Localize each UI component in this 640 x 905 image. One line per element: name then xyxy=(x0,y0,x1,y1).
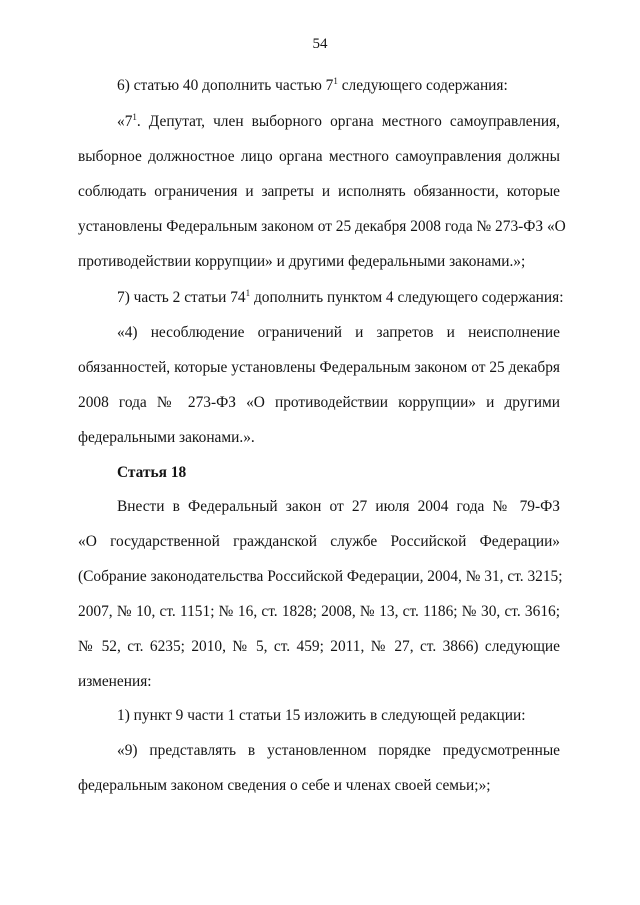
article-18-line: изменения: xyxy=(78,673,152,690)
item-7-tail: дополнить пунктом 4 следующего содержания: xyxy=(250,289,564,306)
quote-7-1-line: установлены Федеральным законом от 25 декабря 2008 года № 273-ФЗ «О xyxy=(78,218,566,235)
quote-4-line: «4) несоблюдение ограничений и запретов и неисполнение xyxy=(117,324,560,341)
article-18-line: № 52, ст. 6235; 2010, № 5, ст. 459; 2011, № 27, ст. 3866) следующие xyxy=(78,638,560,655)
quote-7-1-line xyxy=(117,112,560,132)
quote-7-1-open: «7 xyxy=(117,113,133,130)
paragraph-item-7 xyxy=(117,288,564,308)
quote-7-1-rest: . Депутат, член выборного органа местного самоуправления, xyxy=(136,113,560,130)
item-7-superscript: 1 xyxy=(245,288,251,298)
quote-9-line: «9) представлять в установленном порядке предусмотренные xyxy=(117,742,560,759)
quote-4-line: федеральными законами.». xyxy=(78,429,255,446)
quote-4-line: 2008 года № 273-ФЗ «О противодействии коррупции» и другими xyxy=(78,394,560,411)
quote-7-1-line: соблюдать ограничения и запреты и исполнять обязанности, которые xyxy=(78,183,560,200)
paragraph-item-6 xyxy=(117,76,560,96)
item-6-superscript: 1 xyxy=(333,76,338,86)
quote-9-line: федеральным законом сведения о себе и членах своей семьи;»; xyxy=(78,777,491,794)
article-heading: Статья 18 xyxy=(117,464,187,481)
article-18-line: (Собрание законодательства Российской Федерации, 2004, № 31, ст. 3215; xyxy=(78,568,563,585)
item-6-text: 6) статью 40 дополнить частью 7 xyxy=(117,77,334,94)
item-7-text: 7) часть 2 статьи 74 xyxy=(117,289,246,306)
article-18-line: 2007, № 10, ст. 1151; № 16, ст. 1828; 2008, № 13, ст. 1186; № 30, ст. 3616; xyxy=(78,603,560,620)
quote-7-1-superscript: 1 xyxy=(132,112,137,122)
article-18-line: Внести в Федеральный закон от 27 июля 2004 года № 79-ФЗ xyxy=(117,498,560,515)
quote-7-1-line: противодействии коррупции» и другими федеральными законами.»; xyxy=(78,253,526,270)
paragraph-item-1: 1) пункт 9 части 1 статьи 15 изложить в следующей редакции: xyxy=(117,707,526,724)
quote-4-line: обязанностей, которые установлены Федеральным законом от 25 декабря xyxy=(78,359,560,376)
page-number: 54 xyxy=(312,36,328,52)
article-18-line: «О государственной гражданской службе Российской Федерации» xyxy=(78,533,560,550)
item-6-tail: следующего содержания: xyxy=(337,77,508,94)
quote-7-1-line: выборное должностное лицо органа местного самоуправления должны xyxy=(78,148,560,165)
